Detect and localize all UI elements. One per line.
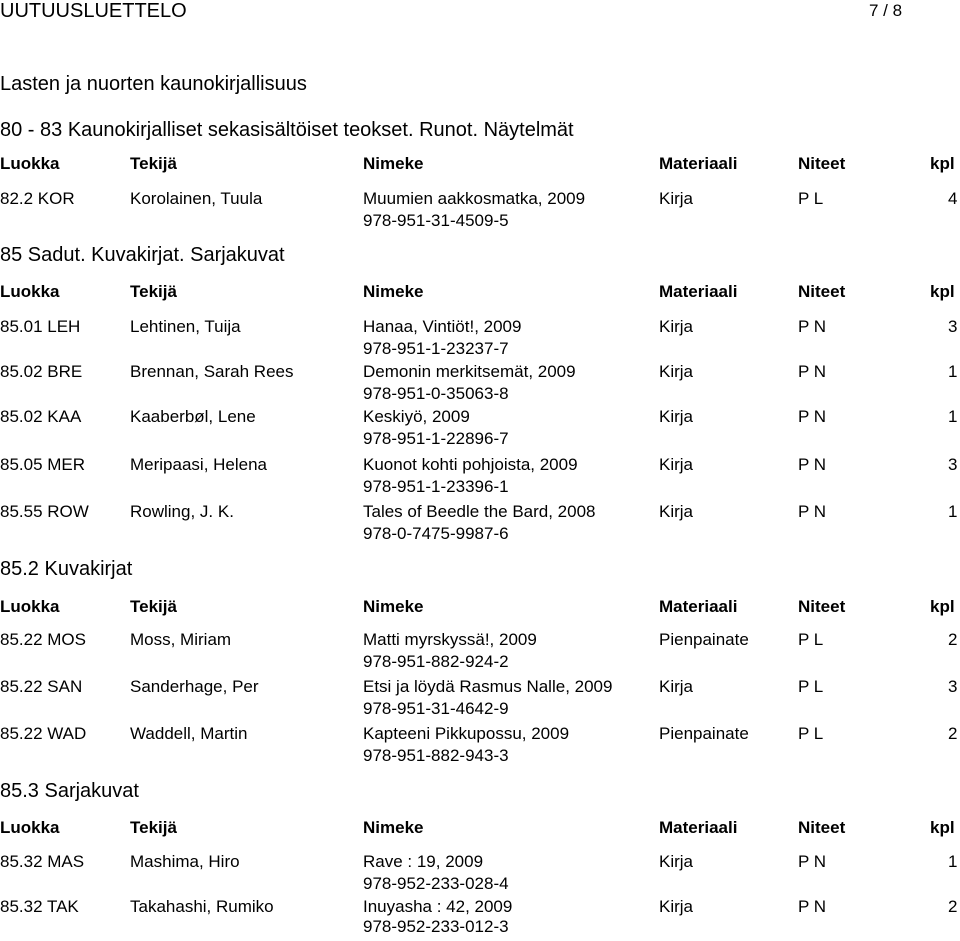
cell-isbn: 978-951-31-4642-9 — [363, 699, 509, 718]
cell-nimeke: Hanaa, Vintiöt!, 2009 — [363, 317, 522, 336]
cell-materiaali: Kirja — [659, 455, 694, 474]
cell-isbn: 978-951-1-22896-7 — [363, 429, 509, 448]
cell-nimeke: Etsi ja löydä Rasmus Nalle, 2009 — [363, 677, 613, 696]
cell-nimeke: Matti myrskyssä!, 2009 — [363, 630, 537, 649]
col-tekija: Tekijä — [130, 818, 177, 837]
col-kpl: kpl — [930, 282, 955, 301]
sub-heading: 80 - 83 Kaunokirjalliset sekasisältöiset teokset. Runot. Näytelmät — [0, 119, 574, 141]
cell-materiaali: Kirja — [659, 317, 694, 336]
col-kpl: kpl — [930, 154, 955, 173]
table-header — [0, 282, 960, 304]
col-materiaali: Materiaali — [659, 818, 738, 837]
col-luokka: Luokka — [0, 818, 60, 837]
cell-luokka: 82.2 KOR — [0, 189, 75, 208]
cell-nimeke: Keskiyö, 2009 — [363, 407, 470, 426]
cell-tekija: Korolainen, Tuula — [130, 189, 263, 208]
cell-niteet: P N — [798, 317, 827, 336]
col-niteet: Niteet — [798, 154, 846, 173]
cell-materiaali: Kirja — [659, 407, 694, 426]
cell-kpl: 1 — [948, 407, 958, 426]
section-heading: 85.3 Sarjakuvat — [0, 780, 139, 802]
cell-tekija: Kaaberbøl, Lene — [130, 407, 256, 426]
col-nimeke: Nimeke — [363, 282, 424, 301]
cell-niteet: P N — [798, 407, 827, 426]
col-niteet: Niteet — [798, 818, 846, 837]
cell-kpl: 1 — [948, 362, 958, 381]
cell-materiaali: Kirja — [659, 852, 694, 871]
cell-niteet: P N — [798, 362, 827, 381]
table-row — [0, 677, 960, 721]
cell-tekija: Mashima, Hiro — [130, 852, 240, 871]
table-row — [0, 317, 960, 361]
cell-isbn: 978-952-233-012-3 — [363, 917, 509, 936]
cell-isbn: 978-951-882-924-2 — [363, 652, 509, 671]
cell-isbn: 978-951-31-4509-5 — [363, 211, 509, 230]
table-row — [0, 630, 960, 674]
cell-nimeke: Tales of Beedle the Bard, 2008 — [363, 502, 596, 521]
table-header — [0, 818, 960, 840]
main-heading: Lasten ja nuorten kaunokirjallisuus — [0, 73, 307, 95]
document-title: UUTUUSLUETTELO — [0, 0, 187, 22]
col-nimeke: Nimeke — [363, 154, 424, 173]
cell-kpl: 1 — [948, 852, 958, 871]
cell-materiaali: Kirja — [659, 362, 694, 381]
cell-kpl: 2 — [948, 897, 958, 916]
col-kpl: kpl — [930, 597, 955, 616]
cell-niteet: P N — [798, 455, 827, 474]
table-row — [0, 407, 960, 451]
cell-luokka: 85.32 TAK — [0, 897, 79, 916]
cell-isbn: 978-951-1-23237-7 — [363, 339, 509, 358]
section-heading: 85 Sadut. Kuvakirjat. Sarjakuvat — [0, 244, 285, 266]
table-header — [0, 597, 960, 619]
cell-niteet: P N — [798, 897, 827, 916]
cell-isbn: 978-951-0-35063-8 — [363, 384, 509, 403]
table-row — [0, 724, 960, 768]
table-row — [0, 897, 960, 941]
cell-isbn: 978-952-233-028-4 — [363, 874, 509, 893]
cell-tekija: Sanderhage, Per — [130, 677, 259, 696]
cell-materiaali: Pienpainate — [659, 630, 749, 649]
cell-niteet: P N — [798, 502, 827, 521]
cell-materiaali: Kirja — [659, 677, 694, 696]
cell-nimeke: Demonin merkitsemät, 2009 — [363, 362, 576, 381]
cell-materiaali: Kirja — [659, 897, 694, 916]
cell-luokka: 85.01 LEH — [0, 317, 81, 336]
cell-nimeke: Muumien aakkosmatka, 2009 — [363, 189, 586, 208]
cell-tekija: Meripaasi, Helena — [130, 455, 268, 474]
cell-luokka: 85.22 WAD — [0, 724, 87, 743]
cell-nimeke: Rave : 19, 2009 — [363, 852, 484, 871]
col-niteet: Niteet — [798, 282, 846, 301]
cell-materiaali: Pienpainate — [659, 724, 749, 743]
cell-tekija: Moss, Miriam — [130, 630, 232, 649]
cell-nimeke: Kuonot kohti pohjoista, 2009 — [363, 455, 578, 474]
page-number: 7 / 8 — [869, 1, 903, 20]
cell-tekija: Takahashi, Rumiko — [130, 897, 274, 916]
col-materiaali: Materiaali — [659, 282, 738, 301]
cell-isbn: 978-951-882-943-3 — [363, 746, 509, 765]
cell-materiaali: Kirja — [659, 189, 694, 208]
cell-luokka: 85.55 ROW — [0, 502, 89, 521]
cell-niteet: P L — [798, 630, 824, 649]
col-tekija: Tekijä — [130, 154, 177, 173]
table-header — [0, 154, 960, 176]
cell-isbn: 978-951-1-23396-1 — [363, 477, 509, 496]
cell-kpl: 3 — [948, 317, 958, 336]
cell-kpl: 3 — [948, 677, 958, 696]
col-materiaali: Materiaali — [659, 154, 738, 173]
cell-niteet: P N — [798, 852, 827, 871]
cell-tekija: Rowling, J. K. — [130, 502, 234, 521]
cell-kpl: 1 — [948, 502, 958, 521]
col-tekija: Tekijä — [130, 597, 177, 616]
cell-kpl: 4 — [948, 189, 958, 208]
table-row — [0, 852, 960, 896]
cell-materiaali: Kirja — [659, 502, 694, 521]
table-row — [0, 189, 960, 233]
cell-niteet: P L — [798, 724, 824, 743]
cell-luokka: 85.02 KAA — [0, 407, 82, 426]
cell-luokka: 85.22 MOS — [0, 630, 86, 649]
cell-nimeke: Kapteeni Pikkupossu, 2009 — [363, 724, 570, 743]
cell-niteet: P L — [798, 677, 824, 696]
cell-luokka: 85.32 MAS — [0, 852, 85, 871]
col-luokka: Luokka — [0, 154, 60, 173]
cell-niteet: P L — [798, 189, 824, 208]
col-nimeke: Nimeke — [363, 818, 424, 837]
col-materiaali: Materiaali — [659, 597, 738, 616]
col-luokka: Luokka — [0, 282, 60, 301]
table-row — [0, 502, 960, 546]
cell-tekija: Waddell, Martin — [130, 724, 248, 743]
cell-luokka: 85.02 BRE — [0, 362, 83, 381]
col-kpl: kpl — [930, 818, 955, 837]
col-niteet: Niteet — [798, 597, 846, 616]
cell-nimeke: Inuyasha : 42, 2009 — [363, 897, 513, 916]
cell-tekija: Lehtinen, Tuija — [130, 317, 241, 336]
cell-kpl: 2 — [948, 724, 958, 743]
col-luokka: Luokka — [0, 597, 60, 616]
col-nimeke: Nimeke — [363, 597, 424, 616]
cell-luokka: 85.05 MER — [0, 455, 86, 474]
cell-tekija: Brennan, Sarah Rees — [130, 362, 294, 381]
cell-isbn: 978-0-7475-9987-6 — [363, 524, 509, 543]
cell-kpl: 3 — [948, 455, 958, 474]
cell-luokka: 85.22 SAN — [0, 677, 83, 696]
section-heading: 85.2 Kuvakirjat — [0, 558, 133, 580]
cell-kpl: 2 — [948, 630, 958, 649]
table-row — [0, 455, 960, 499]
table-row — [0, 362, 960, 406]
col-tekija: Tekijä — [130, 282, 177, 301]
